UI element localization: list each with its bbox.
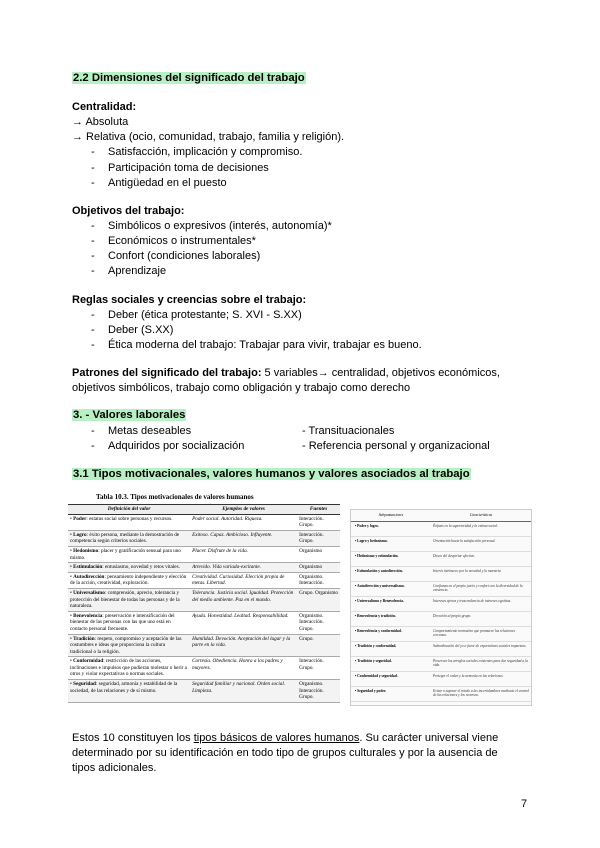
valores-item: Adquiridos por socialización <box>108 440 245 452</box>
value-examples: Poder social. Autoridad. Riqueza. <box>190 514 297 530</box>
pair-description: Subordinación del yo a favor de expectativas sociales impuestas. <box>431 641 531 656</box>
reglas-item: Deber (S.XX) <box>108 324 174 336</box>
pair-name: • Tradición y seguridad. <box>351 656 431 671</box>
value-definition: • Estimulación: entusiasmo, novedad y retos vitales. <box>68 563 190 573</box>
pair-description: Orientación hacia la satisfacción personal. <box>431 536 531 551</box>
objetivos-item: Aprendizaje <box>108 265 167 277</box>
value-sources: Grupo. <box>297 634 340 657</box>
pair-description: Intereses ajenos y trascendencia de intereses egoístas. <box>431 596 531 611</box>
value-sources: Organismo <box>297 563 340 573</box>
value-examples: Atrevido. Vida variada-excitante. <box>190 563 297 573</box>
table1-row <box>68 530 340 546</box>
table1-row <box>68 514 340 530</box>
patrones-text-2: objetivos simbólicos, trabajo como obligación y trabajo como derecho <box>72 382 411 394</box>
pair-name: • Tradición y conformidad. <box>351 641 431 656</box>
patrones-paragraph <box>72 366 500 380</box>
table1-row <box>68 588 340 611</box>
reglas-item: Ética moderna del trabajo: Trabajar para vivir, trabajar es bueno. <box>108 339 422 351</box>
pair-description: Confianza en el propio juicio y confort con la diversidad de la existencia. <box>431 581 531 596</box>
pair-description: Evitar o superar el miedo a las incertidumbres mediante el control de las relaciones y los recursos. <box>431 686 531 701</box>
objetivos-heading: Objetivos del trabajo: <box>72 205 185 217</box>
table2-row <box>351 686 531 701</box>
patrones-label: Patrones del significado del trabajo: <box>72 367 262 379</box>
value-sources: Grupo. Organismo <box>297 588 340 611</box>
pairs-table <box>350 509 532 706</box>
pair-name: • Benevolencia y tradición. <box>351 611 431 626</box>
centralidad-item: Satisfacción, implicación y compromiso. <box>108 146 303 158</box>
value-sources: Interacción. Grupo. <box>297 530 340 546</box>
table2-row <box>351 626 531 641</box>
table2-row <box>351 656 531 671</box>
closing-line-3: tipos adicionales. <box>72 762 157 774</box>
value-definition: • Universalismo: comprensión, aprecio, tolerancia y protección del bienestar de todas las personas y de la naturaleza. <box>68 588 190 611</box>
tipos-basicos-link[interactable]: tipos básicos de valores humanos <box>193 732 360 744</box>
pair-description: Proteger el orden y la armonía en las relaciones. <box>431 671 531 686</box>
table2-row <box>351 641 531 656</box>
values-table <box>68 504 340 703</box>
pair-description: Comportamiento normativo que promueve las relaciones cercanas. <box>431 626 531 641</box>
pair-description: Deseo del despertar afectivo. <box>431 551 531 566</box>
value-examples: Humildad. Devoción. Aceptación del lugar y la parte en la vida. <box>190 634 297 657</box>
centralidad-heading: Centralidad: <box>72 101 137 113</box>
table2-header: Subpuntuaciones <box>351 510 431 521</box>
value-definition: • Conformidad: restricción de las acciones, inclinaciones e impulsos que pudieran molestar o herir a otros y violar expectativas o normas sociales. <box>68 657 190 680</box>
table2-row <box>351 521 531 536</box>
pair-name: • Estimulación y autodirección. <box>351 566 431 581</box>
value-definition: • Hedonismo: placer y gratificación sensual para uno mismo. <box>68 546 190 562</box>
value-definition: • Seguridad: seguridad, armonía y estabilidad de la sociedad, de las relaciones y de sí mismo. <box>68 680 190 703</box>
value-examples: Seguridad familiar y nacional. Orden social. Limpieza. <box>190 680 297 703</box>
table1-row <box>68 572 340 588</box>
centralidad-item: Antigüedad en el puesto <box>108 177 227 189</box>
reglas-heading: Reglas sociales y creencias sobre el trabajo: <box>72 294 307 306</box>
pair-name: • Seguridad y poder. <box>351 686 431 701</box>
section-title-3: 3. - Valores laborales <box>73 409 186 421</box>
section-title-3-1: 3.1 Tipos motivacionales, valores humanos y valores asociados al trabajo <box>73 468 470 480</box>
pair-description: Énfasis en la superioridad y la estima social. <box>431 521 531 536</box>
table2-row <box>351 536 531 551</box>
table1-caption: Tabla 10.3. Tipos motivacionales de valores humanos <box>96 493 254 501</box>
value-examples: Exitoso. Capaz. Ambicioso. Influyente. <box>190 530 297 546</box>
table1-header: Fuentes <box>297 505 340 515</box>
table2-row <box>351 581 531 596</box>
patrones-text: 5 variables→ centralidad, objetivos económicos, <box>261 367 500 379</box>
valores-item-right: - Transituacionales <box>302 425 395 437</box>
value-examples: Creatividad. Curiosidad. Elección propia de metas. Libertad. <box>190 572 297 588</box>
pair-name: • Autodirección y universalismo. <box>351 581 431 596</box>
value-definition: • Benevolencia: preservación e intensificación del bienestar de las personas con las que uno está en contacto personal frecuente. <box>68 611 190 634</box>
pair-name: • Universalismo y Benevolencia. <box>351 596 431 611</box>
pair-description: Preservar los arreglos sociales existentes para dar seguridad a la vida. <box>431 656 531 671</box>
table1-header: Definición del valor <box>68 505 190 515</box>
page-number: 7 <box>521 798 528 810</box>
pair-name: • Benevolencia y conformidad. <box>351 626 431 641</box>
table1-row <box>68 611 340 634</box>
table2-row <box>351 566 531 581</box>
valores-item: Metas deseables <box>108 425 192 437</box>
closing-line-2: determinado por su identificación en todo tipo de grupos culturales y por la ausencia de <box>72 747 498 759</box>
centralidad-item: Participación toma de decisiones <box>108 162 269 174</box>
value-examples: Placer. Disfrute de la vida. <box>190 546 297 562</box>
value-definition: • Autodirección: pensamiento independiente y elección de la acción, creatividad, exploración. <box>68 572 190 588</box>
value-definition: • Logro: éxito persona, mediante la demostración de competencia según criterios sociales. <box>68 530 190 546</box>
table1-row <box>68 546 340 562</box>
table2-header: Características <box>431 510 531 521</box>
pair-description: Interés intrínseco por la novedad y la maestría. <box>431 566 531 581</box>
value-definition: • Poder: estatus social sobre personas y recursos. <box>68 514 190 530</box>
value-sources: Organismo. Interacción. Grupo. <box>297 611 340 634</box>
pair-name: • Conformidad y seguridad. <box>351 671 431 686</box>
table1-row <box>68 634 340 657</box>
centralidad-relativa: → Relativa (ocio, comunidad, trabajo, familia y religión). <box>72 131 345 143</box>
table2-row <box>351 671 531 686</box>
table1-row <box>68 657 340 680</box>
pair-description: Devoción al propio grupo. <box>431 611 531 626</box>
value-sources: Interacción. Grupo. <box>297 657 340 680</box>
table2-row <box>351 611 531 626</box>
value-sources: Organismo <box>297 546 340 562</box>
pair-name: • Logro y hedonismo. <box>351 536 431 551</box>
section-title-2-2: 2.2 Dimensiones del significado del trabajo <box>73 72 305 84</box>
reglas-item: Deber (ética protestante; S. XVI - S.XX) <box>108 309 302 321</box>
objetivos-item: Confort (condiciones laborales) <box>108 250 261 262</box>
value-definition: • Tradición: respeto, compromiso y aceptación de las costumbres e ideas que proporciona la cultura tradicional o la religión. <box>68 634 190 657</box>
value-examples: Tolerancia. Justicia social. Igualdad. Protección del medio ambiente. Paz en el mundo. <box>190 588 297 611</box>
closing-line-1: Estos 10 constituyen los tipos básicos de valores humanos. Su carácter universal viene <box>72 732 499 744</box>
table1-row <box>68 680 340 703</box>
objetivos-item: Económicos o instrumentales* <box>108 235 256 247</box>
centralidad-absoluta: → Absoluta <box>72 116 129 128</box>
table1-header: Ejemplos de valores <box>190 505 297 515</box>
value-sources: Organismo. Interacción. <box>297 572 340 588</box>
value-examples: Cortesía. Obediencia. Honra a los padres y mayores. <box>190 657 297 680</box>
table1-row <box>68 563 340 573</box>
value-sources: Interacción. Grupo. <box>297 514 340 530</box>
pair-name: • Poder y logro. <box>351 521 431 536</box>
value-examples: Ayuda. Honestidad. Lealtad. Responsabilidad. <box>190 611 297 634</box>
valores-item-right: - Referencia personal y organizacional <box>302 440 490 452</box>
objetivos-item: Simbólicos o expresivos (interés, autonomía)* <box>108 220 332 232</box>
value-sources: Organismo. Interacción. Grupo. <box>297 680 340 703</box>
table2-row <box>351 596 531 611</box>
pair-name: • Hedonismo y estimulación. <box>351 551 431 566</box>
table2-row <box>351 551 531 566</box>
